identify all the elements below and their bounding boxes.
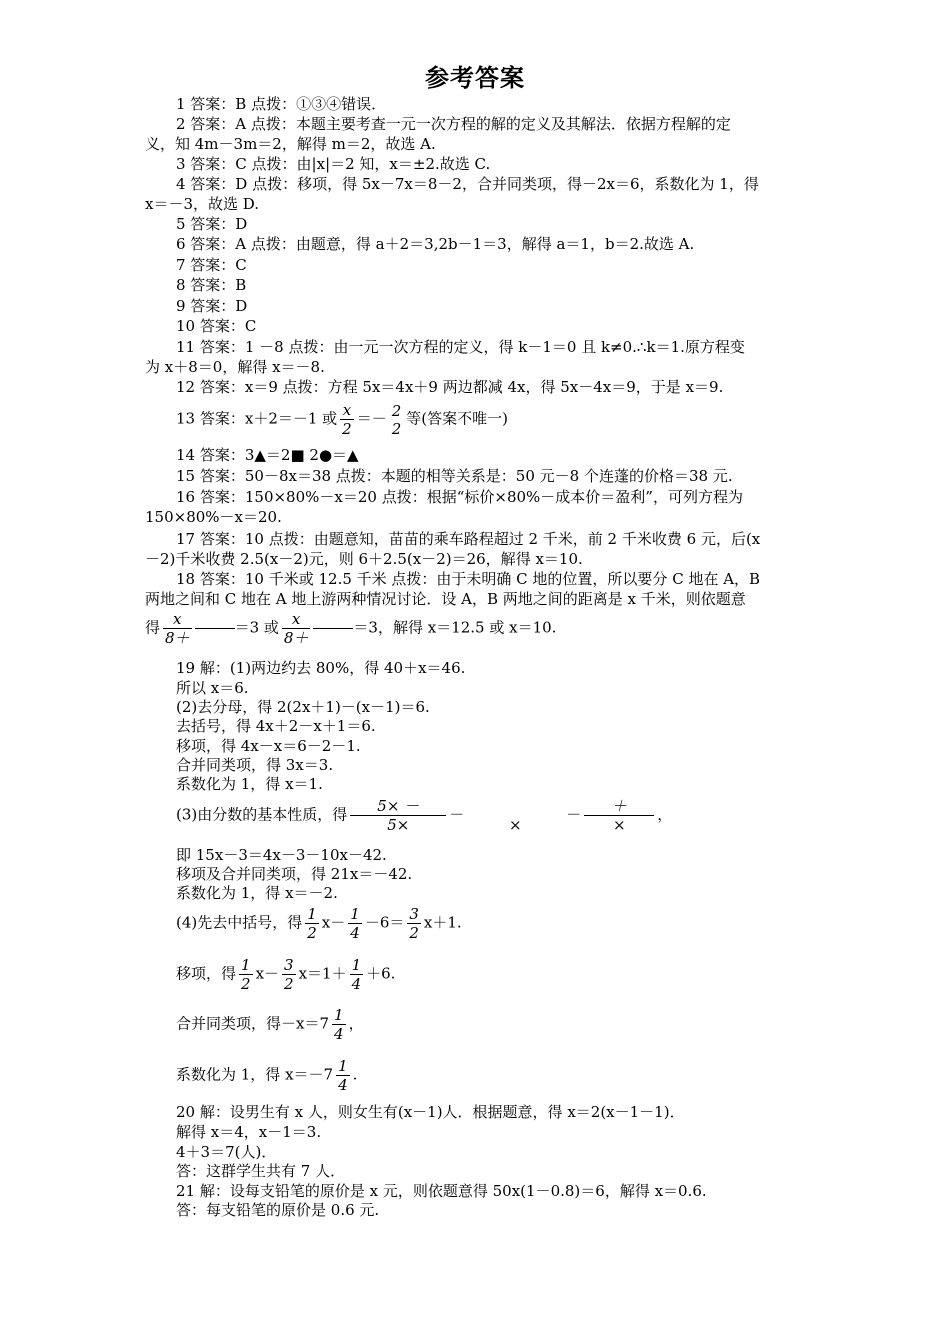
answer-10: 10 答案：C [176,317,257,335]
answer-11-line-1: 11 答案：1 －8 点拨：由一元一次方程的定义，得 k－1＝0 且 k≠0.∴k＝1.原方程变 [176,338,745,356]
answer-17-line-1: 17 答案：10 点拨：由题意知，苗苗的乘车路程超过 2 千米，前 2 千米收费 6 元，后(x [176,530,761,548]
fraction: $\frac{1}{4}$ [338,1057,348,1094]
answer-3: 3 答案：C 点拨：由|x|＝2 知，x＝±2.故选 C. [176,155,491,173]
answer-6: 6 答案：A 点拨：由题意，得 a＋2＝3,2b－1＝3，解得 a＝1，b＝2.故选 A. [176,235,695,253]
answer-9: 9 答案：D [176,297,248,315]
fraction: $\frac{x}{8+}$ [165,610,190,647]
answer-17-line-2: －2)千米收费 2.5(x－2)元，则 6＋2.5(x－2)＝26，解得 x＝10. [145,550,583,568]
fraction: $\frac{x}{8+}$ [283,610,309,647]
answer-21-line-2: 答：每支铅笔的原价是 0.6 元. [176,1201,380,1219]
answer-16-line-1: 16 答案：150×80%－x＝20 点拨：根据“标价×80%－成本价＝盈利”，可列方程为 [176,488,743,506]
answer-20-line-3: 4＋3＝7(人)． [176,1143,277,1161]
answer-12: 12 答案：x＝9 点拨：方程 5x＝4x＋9 两边都减 4x，得 5x－4x＝9，于是 x＝9. [176,378,724,396]
answer-16-line-2: 150×80%－x＝20. [145,508,282,526]
fraction: $\frac{5\times -}{5\times}$ [350,797,446,834]
answer-19-line-1: 19 解：(1)两边约去 80%，得 40＋x＝46. [176,659,466,677]
answer-19-line-3: (2)去分母，得 2(2x＋1)－(x－1)＝6. [176,698,430,716]
fraction: $\frac{+}{\times}$ [584,797,654,834]
fraction: $\frac{1}{4}$ [350,905,360,942]
answer-13-prefix: 13 答案：x＋2＝－1 或 [176,409,338,428]
fraction: $\frac{1}{4}$ [351,956,362,993]
answer-19-line-6: 合并同类项，得 3x＝3. [176,756,334,774]
answer-11-line-2: 为 x＋8＝0，解得 x＝－8. [145,358,325,376]
answer-1: 1 答案：B 点拨：①③④错误． [176,95,387,113]
answer-19-line-15: 系数化为 1，得 x＝－7 $\frac{1}{4}$ . [176,1057,358,1094]
answer-2-line-2: 义，知 4m－3m＝2，解得 m＝2，故选 A. [145,135,436,153]
fraction: $\frac{1}{2}$ [307,905,317,942]
answer-18-line-2: 两地之间和 C 地在 A 地上游两种情况讨论．设 A，B 两地之间的距离是 x 千米，则依题意 [145,590,746,608]
page-title: 参考答案 [425,64,525,92]
fraction: 2 2 [391,401,402,438]
answer-8: 8 答案：B [176,276,247,294]
answer-7: 7 答案：C [176,256,247,274]
fraction: × [508,815,522,834]
fraction: $\frac{1}{4}$ [334,1006,344,1043]
fraction: $\frac{x}{2}$ [342,401,352,438]
answer-19-line-9: 即 15x－3＝4x－3－10x－42. [176,846,387,864]
answer-18-line-3: 得 $\frac{x}{8+}$ ＝3 或 $\frac{x}{8+}$ ＝3，解得 x＝12.5 或 x＝10. [145,610,557,647]
fraction: $\frac{3}{2}$ [409,905,419,942]
answer-19-line-4: 去括号，得 4x＋2－x＋1＝6. [176,717,376,735]
answer-19-line-8: (3)由分数的基本性质，得 $\frac{5\times -}{5\times}$ － × － $\frac{+}{\times}$ ， [176,797,673,834]
answer-18-line-1: 18 答案：10 千米或 12.5 千米 点拨：由于未明确 C 地的位置，所以要分 C 地在 A，B [176,570,761,588]
answer-20-line-2: 解得 x＝4，x－1＝3. [176,1123,322,1141]
answer-20-line-1: 20 解：设男生有 x 人，则女生有(x－1)人．根据题意，得 x＝2(x－1－1)． [176,1103,685,1121]
fraction: $\frac{3}{2}$ [284,956,294,993]
answer-20-line-4: 答：这群学生共有 7 人． [176,1162,346,1180]
answer-2-line-1: 2 答案：A 点拨：本题主要考查一元一次方程的解的定义及其解法．依据方程解的定 [176,115,731,133]
fraction: $\frac{1}{2}$ [241,956,251,993]
answer-14: 14 答案：3▲＝2■ 2●＝▲ [176,446,359,464]
answer-19-line-12: (4)先去中括号，得 $\frac{1}{2}$ x－ $\frac{1}{4}$ －6＝ $\frac{3}{2}$ x＋1. [176,905,462,942]
answer-19-line-11: 系数化为 1，得 x＝－2. [176,884,338,902]
answer-19-line-10: 移项及合并同类项，得 21x＝－42. [176,865,413,883]
answer-19-line-14: 合并同类项，得－x＝7 $\frac{1}{4}$ ， [176,1006,364,1043]
answer-5: 5 答案：D [176,215,248,233]
answer-4-line-2: x＝－3，故选 D. [145,195,260,213]
answer-15: 15 答案：50－8x＝38 点拨：本题的相等关系是：50 元－8 个连蓬的价格＝38 元. [176,467,733,485]
answer-19-line-2: 所以 x＝6. [176,679,249,697]
answer-19-line-13: 移项，得 $\frac{1}{2}$ x－ $\frac{3}{2}$ x＝1＋ $\frac{1}{4}$ ＋6. [176,956,396,993]
answer-13: 13 答案：x＋2＝－1 或 $\frac{x}{2}$ ＝－ 2 2 等(答案不唯一) [176,401,508,438]
answer-19-line-5: 移项，得 4x－x＝6－2－1. [176,737,361,755]
answer-21-line-1: 21 解：设每支铅笔的原价是 x 元，则依题意得 50x(1－0.8)＝6，解得 x＝0.6. [176,1182,707,1200]
answer-19-line-7: 系数化为 1，得 x＝1. [176,775,323,793]
answer-4-line-1: 4 答案：D 点拨：移项，得 5x－7x＝8－2，合并同类项，得－2x＝6，系数化为 1，得 [176,175,759,193]
